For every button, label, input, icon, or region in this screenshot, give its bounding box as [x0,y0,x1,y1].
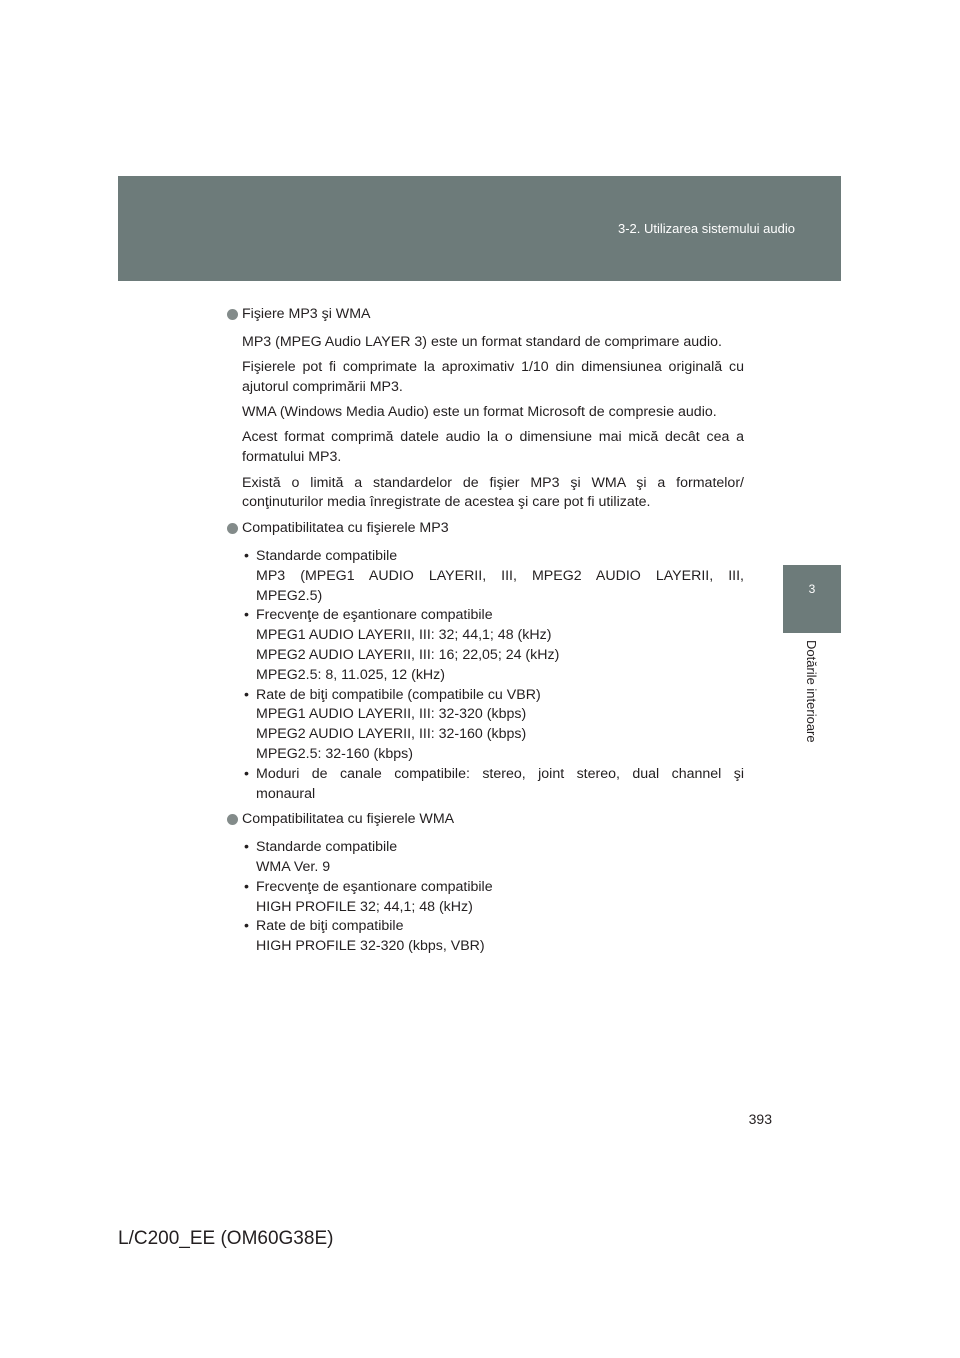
item-value: MPEG2.5: 32-160 (kbps) [256,745,413,762]
item-value: MPEG2.5: 8, 11.025, 12 (kHz) [256,666,445,683]
paragraph: WMA (Windows Media Audio) este un format Microsoft de compresie audio. [242,404,717,421]
paragraph: Fişierele pot fi comprimate la aproximativ 1/10 din dimensiunea originală cu ajutorul comprimării MP3. [242,359,744,395]
paragraph: Există o limită a standardelor de fişier MP3 şi WMA şi a formatelor/ conţinuturilor media înregistrate de acestea şi care pot fi utilizate. [242,474,744,511]
chapter-label [783,640,841,760]
item-value: HIGH PROFILE 32; 44,1; 48 (kHz) [256,898,473,915]
paragraph: MP3 (MPEG Audio LAYER 3) este un format standard de comprimare audio. [242,333,722,350]
item-value: HIGH PROFILE 32-320 (kbps, VBR) [256,938,485,955]
header-band [118,176,841,281]
list-item [242,878,744,918]
item-value: MPEG1 AUDIO LAYERII, III: 32; 44,1; 48 (kHz) [256,627,552,644]
list-item [242,547,744,606]
item-value: MP3 (MPEG1 AUDIO LAYERII, III, MPEG2 AUDIO LAYERII, III, [256,567,744,584]
section-wma-compatibility [226,810,744,957]
section-mp3-wma-files [226,305,744,513]
item-value: MPEG2 AUDIO LAYERII, III: 16; 22,05; 24 (kHz) [256,646,560,663]
item-value: monaural [256,785,316,802]
item-value: MPEG2 AUDIO LAYERII, III: 32-160 (kbps) [256,726,527,743]
list-item [242,606,744,685]
section-heading: Compatibilitatea cu fişierele WMA [226,810,744,830]
bullet-dot-icon [227,523,238,534]
item-label: Standarde compatibile [256,547,398,564]
paragraph: Acest format comprimă datele audio la o dimensiune mai mică decât cea a formatului MP3. [242,429,744,466]
bullet-dot-icon [227,309,238,320]
list-item [242,838,744,878]
chapter-number: 3 [808,582,816,596]
chapter-title: Dotările interioare [804,640,819,743]
page-content [226,305,744,957]
list-bullet-icon: • [244,686,249,703]
section-heading: Compatibilitatea cu fişierele MP3 [226,519,744,539]
item-label: Frecvenţe de eşantionare compatibile [256,607,493,624]
section-heading: Fişiere MP3 şi WMA [226,305,744,325]
bullet-dot-icon [227,814,238,825]
list-bullet-icon: • [244,918,249,935]
spec-list [242,547,744,804]
list-bullet-icon: • [244,765,249,782]
list-bullet-icon: • [244,547,249,564]
list-item [242,765,744,805]
list-bullet-icon: • [244,607,249,624]
list-item [242,686,744,765]
document-code: L/C200_EE (OM60G38E) [118,1228,334,1249]
item-label: Standarde compatibile [256,839,398,856]
list-item [242,917,744,957]
item-label: Rate de biţi compatibile [256,918,404,935]
item-value: MPEG1 AUDIO LAYERII, III: 32-320 (kbps) [256,706,527,723]
list-bullet-icon: • [244,839,249,856]
item-value: WMA Ver. 9 [256,858,331,875]
section-mp3-compatibility [226,519,744,804]
section-title: 3-2. Utilizarea sistemului audio [617,221,795,236]
chapter-tab[interactable] [783,565,841,633]
spec-list [242,838,744,957]
list-bullet-icon: • [244,878,249,895]
item-label: Rate de biţi compatibile (compatibile cu VBR) [256,686,541,703]
item-label: Moduri de canale compatibile: stereo, joint stereo, dual channel şi [256,765,744,782]
page-number: 393 [748,1111,772,1127]
item-label: Frecvenţe de eşantionare compatibile [256,878,493,895]
item-value: MPEG2.5) [256,587,323,604]
